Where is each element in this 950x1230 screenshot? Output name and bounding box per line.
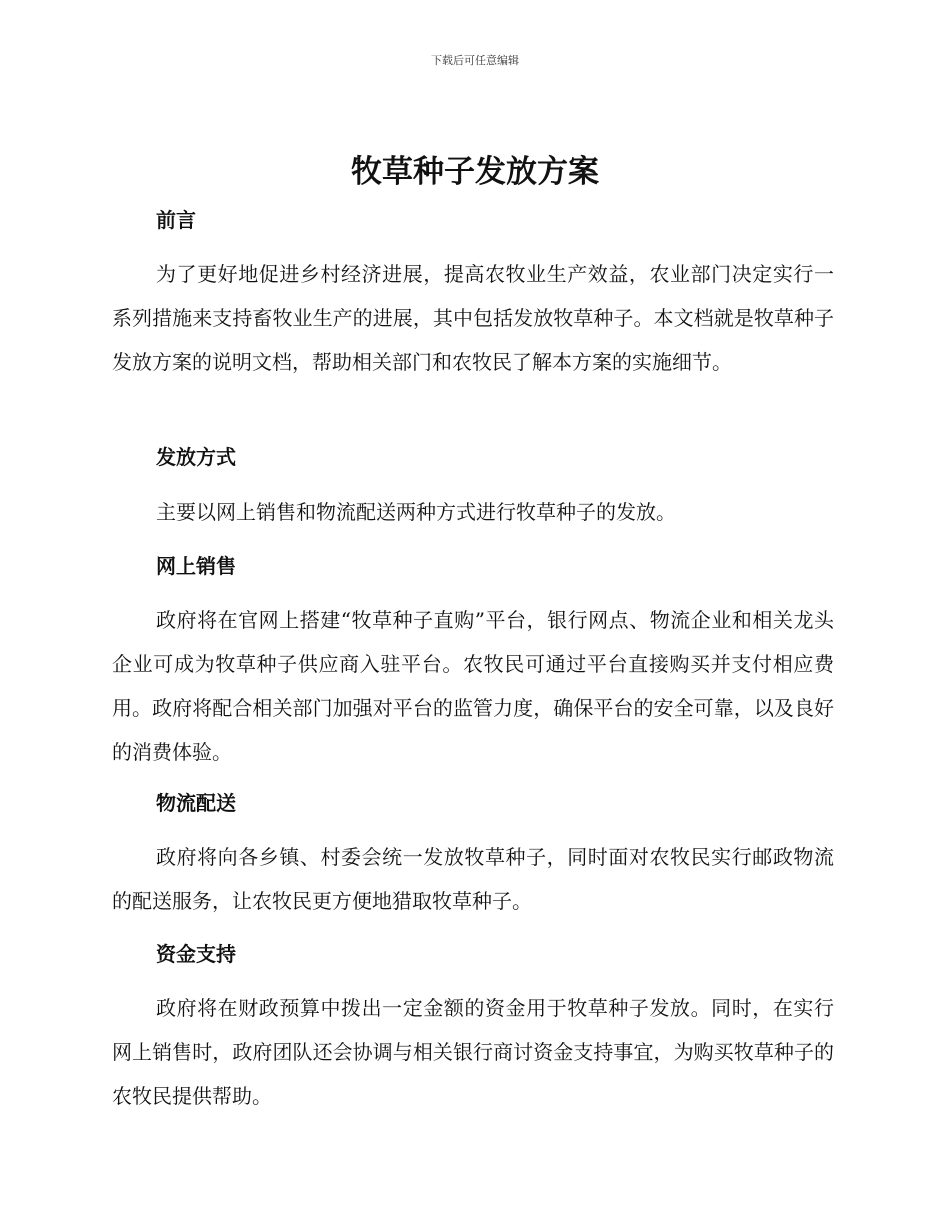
section-heading-logistics: 物流配送 <box>156 791 236 815</box>
section-paragraph-funding: 政府将在财政预算中拨出一定金额的资金用于牧草种子发放。同时，在实行网上销售时，政府团队还会协调与相关银行商讨资金支持事宜，为购买牧草种子的农牧民提供帮助。 <box>112 996 834 1108</box>
section-paragraph-preface: 为了更好地促进乡村经济进展，提高农牧业生产效益，农业部门决定实行一系列措施来支持畜牧业生产的进展，其中包括发放牧草种子。本文档就是牧草种子发放方案的说明文档，帮助相关部门和农牧民了解本方案的实施细节。 <box>112 262 834 374</box>
section-paragraph-online-sales: 政府将在官网上搭建“牧草种子直购”平台，银行网点、物流企业和相关龙头企业可成为牧草种子供应商入驻平台。农牧民可通过平台直接购买并支付相应费用。政府将配合相关部门加强对平台的监管力度，确保平台的安全可靠，以及良好的消费体验。 <box>112 608 834 764</box>
section-heading-funding: 资金支持 <box>156 942 236 966</box>
section-heading-preface: 前言 <box>156 208 196 232</box>
section-paragraph-logistics: 政府将向各乡镇、村委会统一发放牧草种子，同时面对农牧民实行邮政物流的配送服务，让农牧民更方便地猎取牧草种子。 <box>112 845 834 913</box>
section-heading-online-sales: 网上销售 <box>156 554 236 578</box>
section-paragraph-distribution-method: 主要以网上销售和物流配送两种方式进行牧草种子的发放。 <box>156 500 676 524</box>
page-header-note: 下载后可任意编辑 <box>431 54 519 67</box>
document-title: 牧草种子发放方案 <box>351 154 599 190</box>
section-heading-distribution-method: 发放方式 <box>156 445 236 469</box>
